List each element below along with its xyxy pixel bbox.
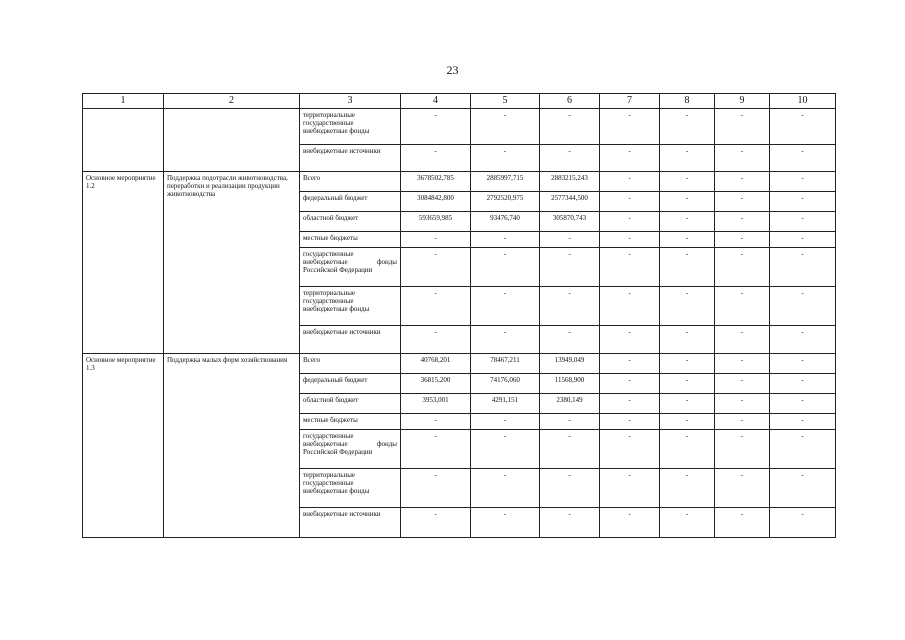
value-cell: - (471, 414, 540, 430)
column-header: 7 (600, 94, 660, 109)
value-cell: - (715, 248, 770, 287)
value-cell: - (715, 508, 770, 538)
funding-source-cell: федеральный бюджет (300, 192, 401, 212)
value-cell: - (471, 326, 540, 354)
value-cell: - (715, 374, 770, 394)
value-cell: - (660, 430, 715, 469)
funding-source-cell: местные бюджеты (300, 414, 401, 430)
value-cell: - (540, 414, 600, 430)
column-header: 9 (715, 94, 770, 109)
description-cell (164, 109, 300, 172)
value-cell: - (770, 109, 836, 145)
value-cell: - (471, 109, 540, 145)
value-cell: - (770, 469, 836, 508)
value-cell: - (770, 374, 836, 394)
value-cell: - (660, 287, 715, 326)
value-cell: 2883215,243 (540, 172, 600, 192)
value-cell: - (401, 109, 471, 145)
funding-source-cell: областной бюджет (300, 394, 401, 414)
value-cell: - (540, 287, 600, 326)
value-cell: - (770, 248, 836, 287)
value-cell: 36815,200 (401, 374, 471, 394)
value-cell: - (471, 232, 540, 248)
funding-source-cell: местные бюджеты (300, 232, 401, 248)
column-header: 8 (660, 94, 715, 109)
value-cell: - (600, 232, 660, 248)
value-cell: - (770, 430, 836, 469)
value-cell: 4291,151 (471, 394, 540, 414)
value-cell: - (600, 287, 660, 326)
value-cell: - (600, 109, 660, 145)
funding-source-cell: государственные внебюджетные фонды Российской Федерации (300, 248, 401, 287)
value-cell: - (660, 172, 715, 192)
value-cell: - (540, 248, 600, 287)
value-cell: - (715, 287, 770, 326)
value-cell: 78467,211 (471, 354, 540, 374)
value-cell: - (600, 172, 660, 192)
value-cell: - (471, 469, 540, 508)
value-cell: 3084842,800 (401, 192, 471, 212)
value-cell: - (660, 374, 715, 394)
activity-cell: Основное мероприятие 1.3 (83, 354, 164, 538)
value-cell: - (600, 374, 660, 394)
budget-table (82, 93, 836, 538)
funding-source-cell: областной бюджет (300, 212, 401, 232)
value-cell: - (600, 508, 660, 538)
value-cell: - (770, 394, 836, 414)
value-cell: - (600, 192, 660, 212)
value-cell: - (660, 354, 715, 374)
value-cell: - (401, 232, 471, 248)
value-cell: - (540, 232, 600, 248)
description-cell: Поддержка подотрасли животноводства, переработки и реализации продукции животноводства (164, 172, 300, 354)
value-cell: - (471, 287, 540, 326)
value-cell: - (660, 394, 715, 414)
funding-source-cell: федеральный бюджет (300, 374, 401, 394)
value-cell: 13949,049 (540, 354, 600, 374)
value-cell: - (401, 145, 471, 172)
table-row (83, 109, 836, 145)
value-cell: - (471, 430, 540, 469)
column-header: 6 (540, 94, 600, 109)
value-cell: - (715, 326, 770, 354)
value-cell: 3678502,785 (401, 172, 471, 192)
value-cell: 2577344,500 (540, 192, 600, 212)
value-cell: - (660, 109, 715, 145)
value-cell: - (600, 414, 660, 430)
value-cell: - (401, 414, 471, 430)
funding-source-cell: Всего (300, 172, 401, 192)
value-cell: 593659,985 (401, 212, 471, 232)
value-cell: - (770, 287, 836, 326)
value-cell: - (770, 232, 836, 248)
value-cell: - (471, 508, 540, 538)
column-header: 10 (770, 94, 836, 109)
column-header: 1 (83, 94, 164, 109)
value-cell: - (540, 430, 600, 469)
value-cell: - (540, 326, 600, 354)
funding-source-cell: Всего (300, 354, 401, 374)
value-cell: - (540, 145, 600, 172)
funding-source-cell: территориальные государственные внебюджетные фонды (300, 287, 401, 326)
value-cell: - (770, 354, 836, 374)
value-cell: 40768,201 (401, 354, 471, 374)
value-cell: - (600, 394, 660, 414)
funding-source-cell: внебюджетные источники (300, 326, 401, 354)
table-row (83, 354, 836, 374)
value-cell: - (660, 508, 715, 538)
activity-cell (83, 109, 164, 172)
value-cell: - (471, 248, 540, 287)
value-cell: - (715, 145, 770, 172)
value-cell: - (770, 145, 836, 172)
column-header: 4 (401, 94, 471, 109)
value-cell: 2792520,975 (471, 192, 540, 212)
value-cell: - (540, 469, 600, 508)
value-cell: 11568,900 (540, 374, 600, 394)
value-cell: - (401, 287, 471, 326)
activity-cell: Основное мероприятие 1.2 (83, 172, 164, 354)
funding-source-cell: территориальные государственные внебюджетные фонды (300, 109, 401, 145)
value-cell: 2885997,715 (471, 172, 540, 192)
value-cell: - (715, 109, 770, 145)
value-cell: 3953,001 (401, 394, 471, 414)
value-cell: - (600, 354, 660, 374)
column-header: 5 (471, 94, 540, 109)
value-cell: - (715, 354, 770, 374)
value-cell: - (600, 145, 660, 172)
value-cell: - (660, 192, 715, 212)
value-cell: - (660, 414, 715, 430)
header-row (83, 94, 836, 109)
value-cell: - (600, 469, 660, 508)
value-cell: 305870,743 (540, 212, 600, 232)
value-cell: - (401, 508, 471, 538)
value-cell: - (715, 172, 770, 192)
value-cell: 74176,060 (471, 374, 540, 394)
value-cell: - (660, 212, 715, 232)
value-cell: - (715, 232, 770, 248)
funding-source-cell: территориальные государственные внебюджетные фонды (300, 469, 401, 508)
value-cell: - (770, 172, 836, 192)
value-cell: - (715, 414, 770, 430)
funding-source-cell: внебюджетные источники (300, 145, 401, 172)
value-cell: - (600, 248, 660, 287)
value-cell: - (770, 414, 836, 430)
value-cell: - (770, 192, 836, 212)
value-cell: - (660, 469, 715, 508)
value-cell: - (401, 326, 471, 354)
value-cell: - (660, 248, 715, 287)
value-cell: - (600, 212, 660, 232)
value-cell: - (600, 430, 660, 469)
value-cell: - (770, 212, 836, 232)
funding-source-cell: внебюджетные источники (300, 508, 401, 538)
value-cell: - (770, 326, 836, 354)
value-cell: - (715, 192, 770, 212)
value-cell: - (715, 469, 770, 508)
value-cell: - (715, 430, 770, 469)
value-cell: - (401, 248, 471, 287)
column-header: 3 (300, 94, 401, 109)
table-row (83, 172, 836, 192)
value-cell: - (715, 394, 770, 414)
value-cell: 93476,740 (471, 212, 540, 232)
page-number: 23 (446, 63, 459, 77)
value-cell: - (401, 469, 471, 508)
value-cell: - (770, 508, 836, 538)
value-cell: - (660, 145, 715, 172)
value-cell: - (600, 326, 660, 354)
funding-source-cell: государственные внебюджетные фонды Российской Федерации (300, 430, 401, 469)
value-cell: - (540, 508, 600, 538)
column-header: 2 (164, 94, 300, 109)
value-cell: 2380,149 (540, 394, 600, 414)
value-cell: - (660, 326, 715, 354)
description-cell: Поддержка малых форм хозяйствования (164, 354, 300, 538)
value-cell: - (401, 430, 471, 469)
value-cell: - (715, 212, 770, 232)
value-cell: - (540, 109, 600, 145)
value-cell: - (471, 145, 540, 172)
value-cell: - (660, 232, 715, 248)
